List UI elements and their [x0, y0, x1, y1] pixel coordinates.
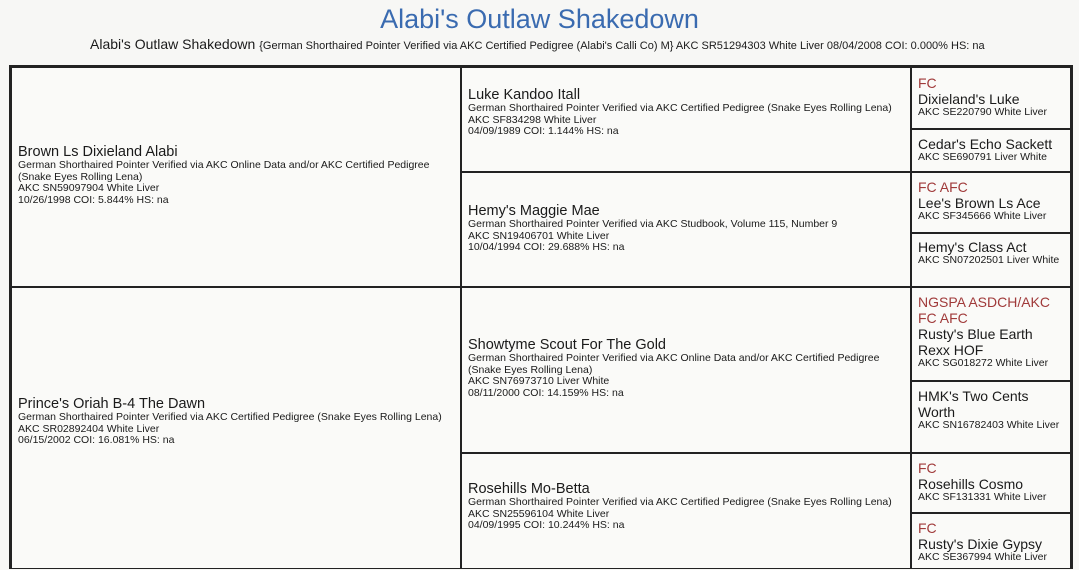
dog-registration: AKC SN19406701 White Liver — [468, 229, 610, 242]
dog-name: Lee's Brown Ls Ace — [918, 195, 1041, 211]
sire-box — [11, 67, 461, 287]
dog-registration: AKC SN16782403 White Liver — [918, 419, 1060, 431]
sire-dam-entry — [468, 203, 904, 254]
dog-details: German Shorthaired Pointer Verified via AKC Online Data and/or AKC Certified Pedigree (Snake Eyes Rolling Lena) — [468, 352, 880, 376]
sire-sire-box — [461, 67, 911, 172]
page-title: Alabi's Outlaw Shakedown — [380, 4, 699, 34]
dam-dam-box — [461, 453, 911, 569]
dam-sire-box — [461, 287, 911, 453]
dog-details: German Shorthaired Pointer Verified via AKC Certified Pedigree (Snake Eyes Rolling Lena) — [468, 496, 892, 508]
dog-name: Luke Kandoo Itall — [468, 87, 581, 103]
dog-name: Brown Ls Dixieland Alabi — [18, 144, 178, 160]
ancestor-box-7 — [911, 453, 1071, 513]
dog-registration: AKC SE220790 White Liver — [918, 106, 1047, 118]
dog-details: German Shorthaired Pointer Verified via AKC Certified Pedigree (Snake Eyes Rolling Lena) — [18, 411, 442, 423]
dog-name: Dixieland's Luke — [918, 91, 1020, 107]
dog-details: German Shorthaired Pointer Verified via AKC Studbook, Volume 115, Number 9 — [468, 218, 838, 230]
ancestor-box-2 — [911, 129, 1071, 172]
title-prefix: FC AFC — [918, 179, 968, 195]
ancestor-box-3 — [911, 172, 1071, 233]
dam-sire-entry — [468, 337, 904, 399]
dog-name: Prince's Oriah B-4 The Dawn — [18, 396, 206, 412]
title-prefix: FC — [918, 520, 937, 536]
dog-registration: AKC SN76973710 Liver White — [468, 375, 610, 387]
sire-dam-box — [461, 172, 911, 287]
dog-registration: AKC SG018272 White Liver — [918, 357, 1049, 369]
ancestor-box-6 — [911, 381, 1071, 453]
dog-details: German Shorthaired Pointer Verified via AKC Online Data and/or AKC Certified Pedigree (Snake Eyes Rolling Lena) — [18, 159, 430, 183]
dog-dob-coi: 04/09/1989 COI: 1.144% HS: na — [468, 125, 619, 137]
dog-name: Rosehills Mo-Betta — [468, 481, 590, 497]
ancestor-box-1 — [911, 67, 1071, 129]
title-prefix: FC — [918, 460, 937, 476]
dog-name: Rusty's Dixie Gypsy — [918, 536, 1043, 552]
dog-registration: AKC SR02892404 White Liver — [18, 422, 160, 435]
dog-registration: AKC SN59097904 White Liver — [18, 182, 160, 194]
dog-name: Rosehills Cosmo — [918, 476, 1024, 492]
dog-dob-coi: 10/26/1998 COI: 5.844% HS: na — [18, 193, 169, 206]
dam-entry — [18, 396, 454, 447]
dog-registration: AKC SF131331 White Liver — [918, 491, 1047, 503]
dog-registration: AKC SN25596104 White Liver — [468, 507, 610, 520]
subject-name: Alabi's Outlaw Shakedown — [90, 36, 256, 52]
dog-name: HMK's Two Cents Worth — [918, 388, 1029, 420]
sire-sire-entry — [468, 87, 904, 138]
dog-registration: AKC SN07202501 Liver White — [918, 254, 1060, 266]
dog-name: Rusty's Blue Earth Rexx HOF — [918, 326, 1033, 358]
dog-name: Hemy's Maggie Mae — [468, 203, 600, 219]
dam-box — [11, 287, 461, 569]
title-prefix: FC — [918, 75, 937, 91]
dam-dam-entry — [468, 481, 904, 532]
dog-dob-coi: 06/15/2002 COI: 16.081% HS: na — [18, 434, 175, 446]
dog-registration: AKC SE367994 White Liver — [918, 551, 1047, 563]
dog-name: Showtyme Scout For The Gold — [468, 337, 666, 353]
pedigree-grid — [9, 65, 1073, 569]
dog-registration: AKC SF834298 White Liver — [468, 113, 597, 126]
sire-entry — [18, 144, 454, 206]
dog-details: German Shorthaired Pointer Verified via AKC Certified Pedigree (Snake Eyes Rolling Lena) — [468, 102, 892, 114]
dog-dob-coi: 04/09/1995 COI: 10.244% HS: na — [468, 519, 625, 531]
dog-name: Cedar's Echo Sackett — [918, 136, 1053, 152]
dog-registration: AKC SE690791 Liver White — [918, 151, 1047, 163]
subject-details: {German Shorthaired Pointer Verified via AKC Certified Pedigree (Alabi's Calli Co) M} AKC SR51294303 White Liver 08/04/2008 COI: 0.000% HS: na — [259, 40, 985, 52]
subject-line — [90, 36, 1070, 52]
dog-name: Hemy's Class Act — [918, 239, 1027, 255]
dog-dob-coi: 10/04/1994 COI: 29.688% HS: na — [468, 241, 625, 253]
ancestor-box-8 — [911, 513, 1071, 569]
title-prefix: NGSPA ASDCH/AKC FC AFC — [918, 294, 1051, 326]
dog-dob-coi: 08/11/2000 COI: 14.159% HS: na — [468, 386, 624, 399]
ancestor-box-5 — [911, 287, 1071, 381]
dog-registration: AKC SF345666 White Liver — [918, 210, 1047, 222]
ancestor-box-4 — [911, 233, 1071, 287]
